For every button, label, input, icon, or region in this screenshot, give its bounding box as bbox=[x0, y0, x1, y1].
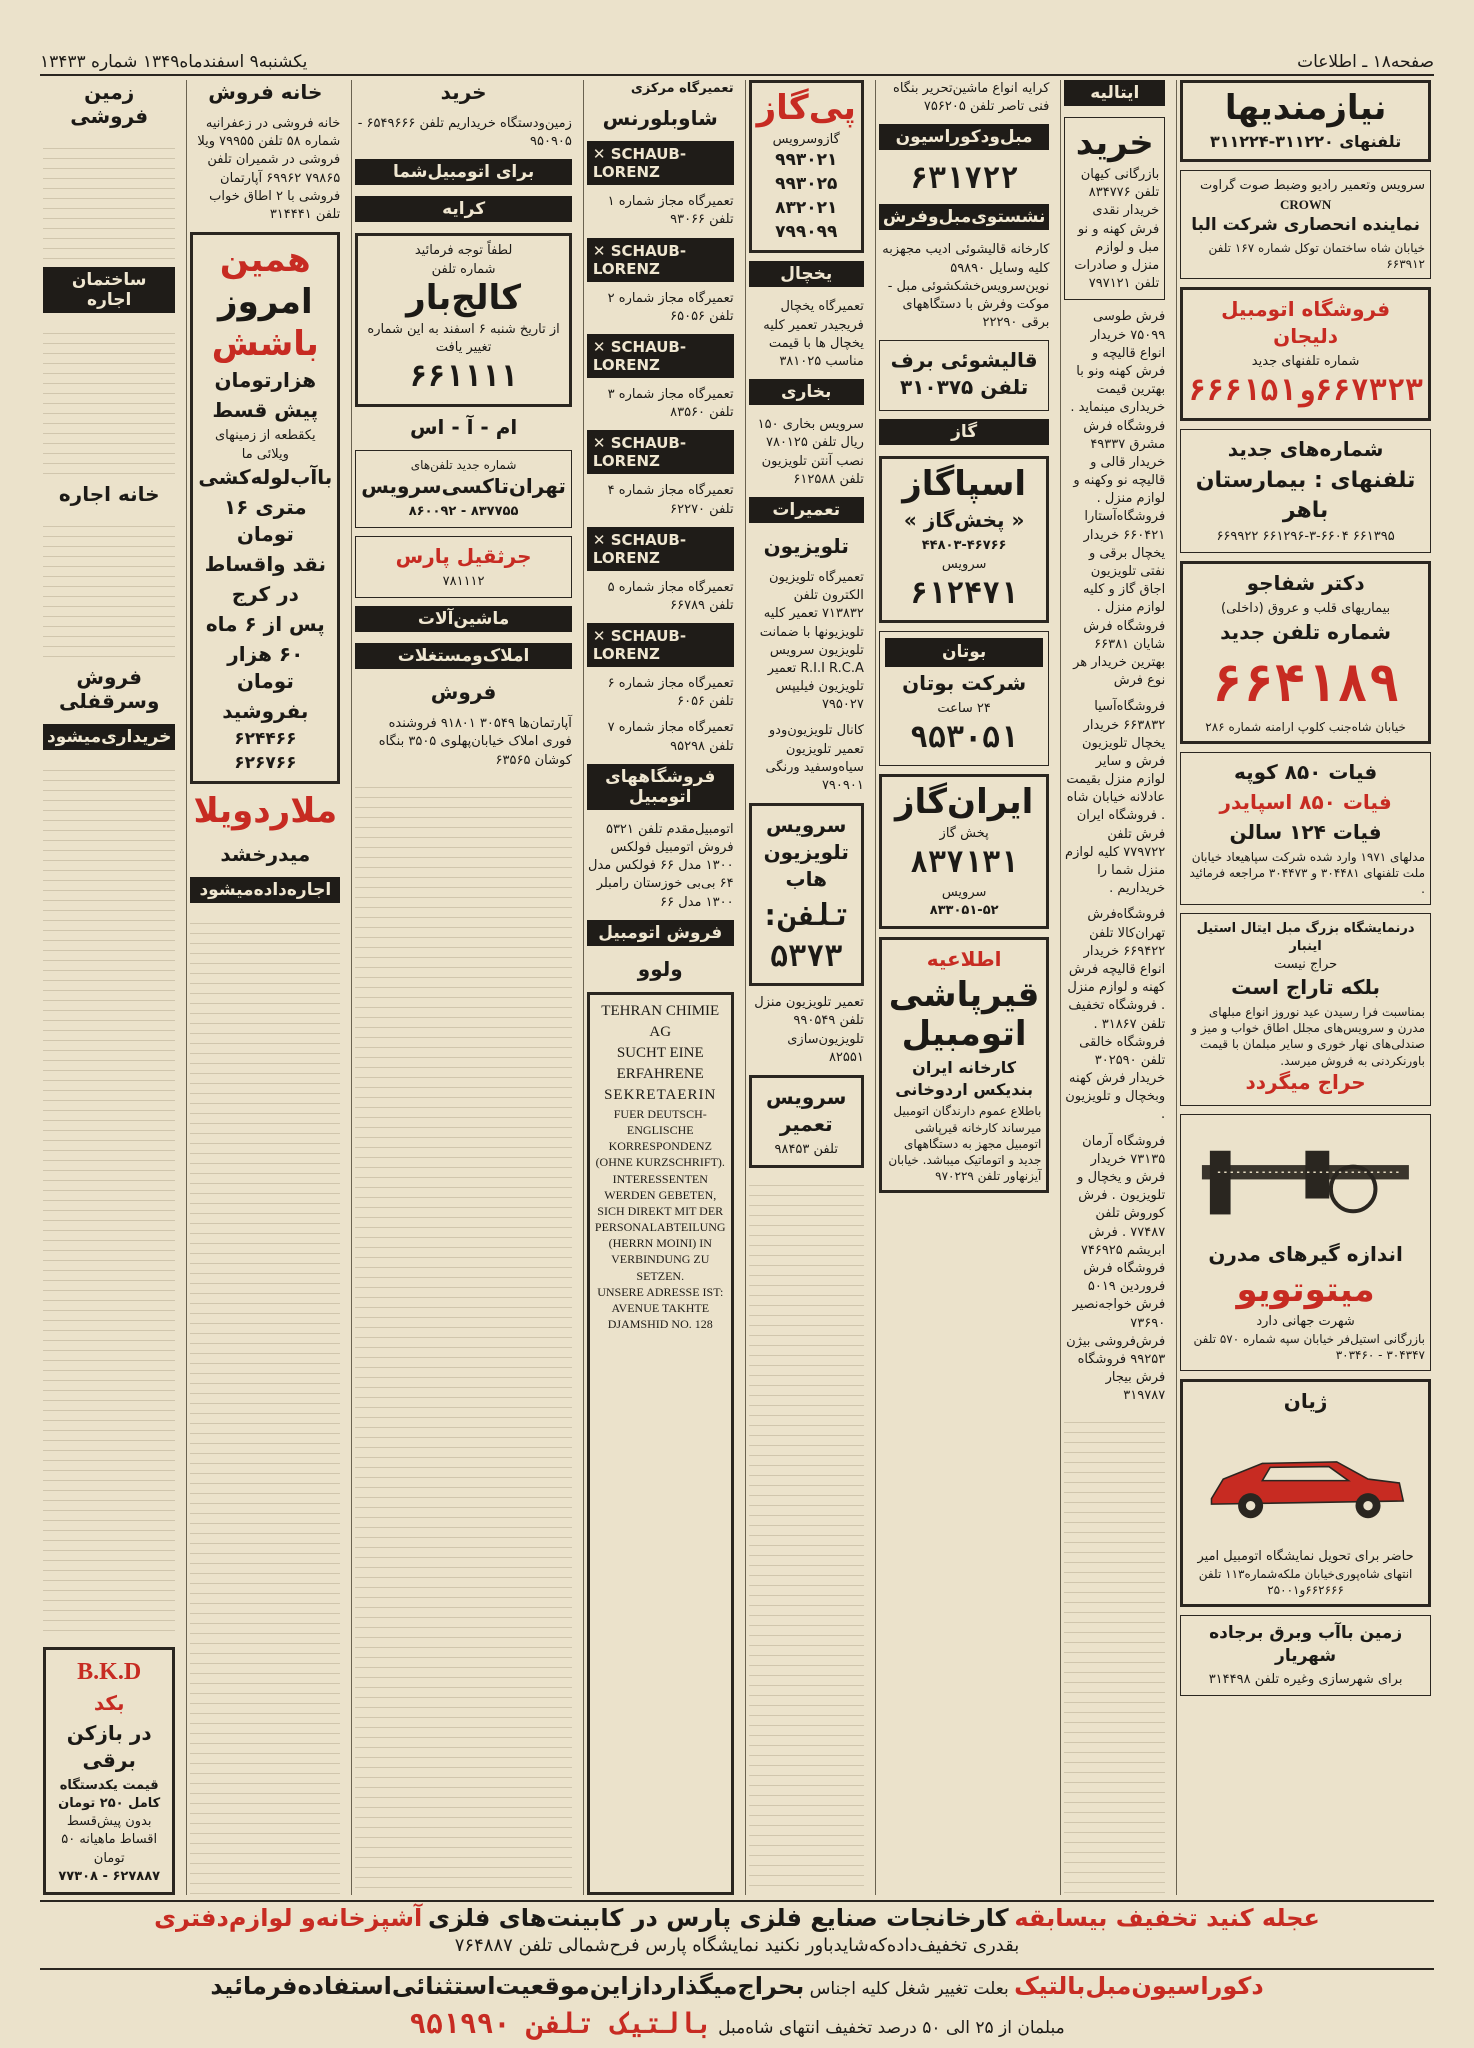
page-label: صفحه۱۸ ـ اطلاعات bbox=[1297, 52, 1434, 72]
fiat-l2: فیات ۸۵۰ اسپایدر bbox=[1219, 789, 1392, 814]
hamin-phone2: ۶۲۶۷۶۶ bbox=[234, 752, 297, 773]
amlak-body: آپارتمان‌ها ۳۰۵۴۹ ۹۱۸۰۱ فروشنده فوری املاک خیابان‌پهلوی ۳۵۰۵ بنگاه کوشان ۶۳۵۶۵ bbox=[378, 716, 572, 768]
kharid-title: خرید bbox=[1075, 123, 1154, 163]
pars-kitchen: آشپزخانه‌و لوازم‌دفتری bbox=[154, 1904, 423, 1932]
esgas-ad bbox=[879, 456, 1050, 623]
deutsch-l4: SEKRETAERIN bbox=[604, 1086, 717, 1103]
shafajoo-title: دکتر شفاجو bbox=[1246, 571, 1365, 596]
column-1 bbox=[1176, 80, 1434, 1895]
column-5 bbox=[583, 80, 737, 1895]
esgas-serv: سرویس bbox=[941, 556, 987, 572]
auction-l1: درنمایشگاه بزرگ مبل ایتال استیل اینبار bbox=[1196, 920, 1415, 954]
repair-heading: تعمیرگاه مرکزی bbox=[630, 81, 734, 96]
elam-sub: قیرپاشی اتومبیل bbox=[888, 975, 1040, 1055]
auction-l2: حراج نیست bbox=[1273, 956, 1338, 972]
elam-ad bbox=[879, 937, 1050, 1193]
hamin-l9: نقد واقساط bbox=[204, 551, 327, 576]
crown-line1: سرویس وتعمیر رادیو وضبط صوت گراوت bbox=[1199, 178, 1425, 194]
fiat-l1: فیات ۸۵۰ کوپه bbox=[1233, 759, 1378, 784]
kiraye-listing: کرایه انواع ماشین‌تحریر بنگاه فنی تاصر تلفن ۷۵۶۲۰۵ bbox=[893, 81, 1050, 115]
column-2 bbox=[1060, 80, 1168, 1895]
deutsch-l7: UNSERE ADRESSE IST: AVENUE TAKHTE DJAMSHID NO. 128 bbox=[597, 1284, 724, 1332]
car-icon bbox=[1188, 1418, 1423, 1548]
fiat-l4: مدلهای ۱۹۷۱ وارد شده شرکت سپاهیعاد خیابان ملت تلفنهای ۳۰۴۴۸۱ و ۳۰۴۴۷۳ مراجعه فرمائید . bbox=[1189, 849, 1425, 897]
column-6 bbox=[351, 80, 575, 1895]
small-print-filler bbox=[749, 1176, 864, 1895]
baher-title: شماره‌های جدید bbox=[1227, 436, 1384, 461]
decor-heading: مبل‌ودکوراسیون bbox=[879, 124, 1050, 150]
college-l1: لطفاً توجه فرمائید bbox=[414, 243, 513, 259]
niazmandiha-phones: تلفنهای ۳۱۱۲۲۰-۳۱۱۲۲۴ bbox=[1209, 132, 1402, 152]
irangas-title: ایران‌گاز bbox=[894, 781, 1034, 822]
mehtar-listing: کانال تلویزیون‌ودو تعمیر تلویزیون سیاه‌و‌سفید و‌رنگی ۷۹۰۹۰۱ bbox=[765, 723, 864, 794]
fiat-ad bbox=[1180, 752, 1431, 905]
nashouyi-body: کارخانه قالیشوئی ادیب مجهزبه کلیه وسایل ۵۹۸۹۰ نوین‌سرویس‌خشکشوئی مبل - موکت وفرش با دستگاههای برقی ۲۲۲۹۰ bbox=[882, 242, 1050, 331]
baher-phones: ۶۶۱۳۹۵ ۶۶۱۲۹۶-۳-۶۶۰۴ ۶۶۹۹۲۲ bbox=[1216, 529, 1395, 545]
yakhchal-heading: یخچال bbox=[749, 261, 864, 287]
shafajoo-sub: بیماریهای قلب و عروق (داخلی) bbox=[1221, 601, 1391, 617]
pakgas-p4: ۷۹۹۰۹۹ bbox=[775, 221, 838, 242]
autos-heading: فروشگاههای اتومبیل bbox=[587, 764, 734, 810]
butane-ad bbox=[879, 631, 1050, 766]
auction-ad bbox=[1180, 913, 1431, 1106]
hamin-l3: باشش bbox=[211, 324, 319, 365]
hamin-l10: در کرج bbox=[231, 581, 299, 606]
shafajoo-number: ۶۶۴۱۸۹ bbox=[1211, 653, 1400, 714]
decor-phone: ۶۳۱۷۲۲ bbox=[909, 161, 1019, 197]
hamin-l2: امروز bbox=[218, 282, 313, 323]
baltic-phone: بالتیک تلفن ۹۵۱۹۹۰ bbox=[409, 2006, 713, 2040]
column-8 bbox=[40, 80, 178, 1895]
shafajoo-addr: خیابان شاه‌جنب کلوپ ارامنه شماره ۲۸۶ bbox=[1205, 719, 1406, 734]
television-body: تعمیرگاه تلویزیون الکترون تلفن ۷۱۳۸۳۲ تعمیر کلیه تلویزیونها با ضمانت تلویزیون سرویس R.I.I R.C.A تعمیر تلویزیون فیلیپس ۷۹۵۰۲۷ bbox=[759, 569, 864, 713]
irangas-phone: ۸۳۷۱۳۱ bbox=[909, 845, 1019, 881]
deutsch-l3: ERFAHRENE bbox=[616, 1065, 704, 1082]
qalishouyi-ad bbox=[879, 340, 1050, 411]
college-title: کالج‌بار bbox=[406, 277, 522, 318]
dilijan-title: فروشگاه اتومبیل دلیجان bbox=[1221, 297, 1391, 349]
pakgas-title: پی‌گاز bbox=[756, 88, 856, 128]
pakgas-p2: ۹۹۳۰۲۵ bbox=[775, 174, 838, 195]
column-7 bbox=[186, 80, 343, 1895]
baltic-discount: مبلمان از ۲۵ الی ۵۰ درصد تخفیف bbox=[825, 2017, 1065, 2038]
bkd-l2: بدون پیش‌قسط اقساط ماهیانه ۵۰ تومان bbox=[61, 1814, 158, 1866]
dilijan-ad bbox=[1180, 287, 1431, 421]
baher-name: تلفنهای : بیمارستان باهر bbox=[1195, 467, 1416, 523]
small-print-filler bbox=[43, 324, 175, 474]
column-3 bbox=[875, 80, 1053, 1895]
bokhari-heading: بخاری bbox=[749, 379, 864, 405]
zamin-heading: زمین فروشی bbox=[70, 80, 149, 128]
elam-body: باطلاع عموم دارندگان اتومبیل میرساند کارخانه قیرپاشی اتومبیل مجهز به دستگاههای جدید و اتوماتیک میباشد. خیابان آیزنهاور تلفن ۹۷۰۲۲۹ bbox=[888, 1104, 1042, 1184]
dilijan-number: ۶۶۷۳۲۳و۶۶۶۱۵۱ bbox=[1188, 373, 1423, 409]
sl-branch-2: تعمیرگاه مجاز شماره ۲ تلفن ۶۵۰۵۶ bbox=[607, 290, 734, 324]
niazmandiha-box bbox=[1180, 80, 1431, 162]
caliper-icon bbox=[1186, 1121, 1425, 1241]
tamirtv-listing: تعمیر تلویزیون منزل تلفن ۹۹۰۵۴۹ تلویزیون‌سازی ۸۲۵۵۱ bbox=[754, 995, 864, 1065]
bottom-banner-pars bbox=[40, 1900, 1434, 1966]
issue-date: یکشنبه۹ اسفندماه۱۳۴۹ شماره ۱۳۴۳۳ bbox=[40, 52, 308, 72]
deutsch-l5: FUER DEUTSCH-ENGLISCHE KORRESPONDENZ (OHNE KURZSCHRIFT). bbox=[595, 1106, 725, 1170]
sharp-title: سرویس تلویزیون هاب bbox=[763, 813, 849, 892]
college-l3: از تاریخ شنبه ۶ اسفند به این شماره تغییر یافت bbox=[367, 321, 560, 356]
hamin-l12: ۶۰ هزار تومان bbox=[227, 641, 304, 693]
schaub-logo: ✕ SCHAUB-LORENZ bbox=[587, 623, 734, 667]
butane-name: شرکت بوتان bbox=[902, 671, 1027, 696]
schaub-logo: ✕ SCHAUB-LORENZ bbox=[587, 430, 734, 474]
taxi-phone: ۸۳۷۷۵۵ - ۸۶۰۰۹۲ bbox=[408, 503, 519, 519]
small-print-filler bbox=[1064, 1413, 1165, 1895]
carpet-listings: فرش طوسی ۷۵۰۹۹ خریدار انواع قالیچه و فرش کهنه ونو با بهترین قیمت خریداری مینماید . فروشگاه فرش مشرق ۴۹۳۳۷ خریدار قالی و قالیچه نو وکهنه و لوازم منزل . فروشگاه‌آستارا ۶۶۰۴۲۱ خریدار یخچال برقی و نفتی تلویزیون اجاق گاز و کلیه لوازم منزل . فروشگاه فرش شایان ۶۶۳۸۱ بهترین خریدار هر نوع فرش bbox=[1070, 309, 1166, 689]
crown-ad bbox=[1180, 170, 1431, 279]
butane-phone: ۹۵۳۰۵۱ bbox=[909, 720, 1019, 756]
baher-ad bbox=[1180, 429, 1431, 554]
mallard-heading: ملاردویلا bbox=[193, 791, 338, 832]
caliper-brand: میتوتویو bbox=[1236, 1269, 1375, 1310]
dilijan-sub: شماره تلفنهای جدید bbox=[1251, 354, 1360, 370]
irangas-l1: پخش گاز bbox=[939, 826, 989, 841]
car-l1: حاضر برای تحویل نمایشگاه اتومبیل امیر bbox=[1197, 1548, 1414, 1564]
bkd-l1: قیمت یکدستگاه کامل ۲۵۰ تومان bbox=[58, 1777, 161, 1812]
small-print-filler bbox=[43, 761, 175, 1639]
deutsch-l6: INTERESSENTEN WERDEN GEBETEN, SICH DIREKT MIT DER PERSONALABTEILUNG (HERRN MOINI) IN VERBINDUNG ZU SETZEN. bbox=[594, 1171, 726, 1283]
sharp-ad bbox=[749, 803, 864, 986]
college-num: ۶۶۱۱۱۱ bbox=[409, 359, 518, 395]
amlak-heading: املاک‌ومستغلات bbox=[355, 643, 572, 669]
car-l2: انتهای شاه‌پوری‌خیابان ملکه‌شماره۱۱۳ تلفن ۶۶۲۶۶۶و۲۵۰۰۱ bbox=[1198, 1566, 1413, 1597]
land-line: برای شهرسازی وغیره تلفن ۳۱۴۴۹۸ bbox=[1208, 1671, 1403, 1687]
niazmandiha-title: نیازمندیها bbox=[1224, 88, 1387, 128]
tamirat-heading: تعمیرات bbox=[749, 497, 864, 523]
pakgas-p1: ۹۹۳۰۲۱ bbox=[775, 150, 838, 171]
bottom-banner-baltic bbox=[40, 1968, 1434, 2040]
auction-body: بمناسبت فرا رسیدن عید نوروز انواع مبلهای مدرن و سرویس‌های مجلل اطاق خواب و میز و صندلی‌های نهار خوری و سایر مبلمان با قیمت باورنکردنی به فروش میرسد. bbox=[1191, 1005, 1425, 1068]
caliper-l3: بازرگانی استیل‌فر خیابان سپه شماره ۵۷۰ تلفن ۳۰۴۳۴۷ - ۳۰۳۴۶۰ bbox=[1193, 1332, 1425, 1363]
karaj-land-ad bbox=[190, 232, 340, 784]
vasayel-heading: فروش وسرقفلی bbox=[58, 665, 160, 713]
shafajoo-ad bbox=[1180, 561, 1431, 744]
taxi-title: تهران‌تاکسی‌سرویس bbox=[361, 473, 566, 498]
irangas-phone2: ۸۳۳۰۵۱-۵۲ bbox=[929, 902, 999, 918]
parsrent-ad bbox=[355, 536, 572, 598]
small-print-filler bbox=[190, 914, 340, 1895]
caliper-l1: اندازه گیرهای مدرن bbox=[1208, 1241, 1403, 1266]
butane-title: بوتان bbox=[885, 638, 1044, 667]
yakhchal-body: تعمیرگاه یخچال فریجیدر تعمیر کلیه یخچال ها با قیمت مناسب ۳۸۱۰۲۵ bbox=[763, 299, 864, 370]
hamin-l5: پیش قسط bbox=[212, 398, 319, 423]
car-ad bbox=[1180, 1379, 1431, 1608]
sl-branch-6: تعمیرگاه مجاز شماره ۶ تلفن ۶۰۵۶ bbox=[607, 676, 734, 710]
stamp-l2: تلفن ۹۸۴۵۳ bbox=[774, 1141, 838, 1157]
college-l2: شماره تلفن bbox=[431, 261, 496, 277]
volvo-heading: ولوو bbox=[637, 956, 683, 981]
caliper-ad bbox=[1180, 1114, 1431, 1371]
kharid6-heading: خرید bbox=[440, 80, 487, 104]
taxi-ad bbox=[355, 450, 572, 528]
sharp-phone: تلفن: ۵۳۷۳ bbox=[761, 898, 852, 974]
small-print-filler bbox=[43, 139, 175, 259]
masthead bbox=[40, 52, 1434, 76]
schaub-logo: ✕ SCHAUB-LORENZ bbox=[587, 527, 734, 571]
schaub-logo: ✕ SCHAUB-LORENZ bbox=[587, 141, 734, 185]
tehrankala-listing: فروشگاه‌فرش تهران‌کالا تلفن ۶۶۹۴۲۲ خریدار انواع قالیچه فرش کهنه و لوازم منزل . فروشگاه تخفیف تلفن ۳۱۸۶۷ . فروشگاه خالقی تلفن ۳۰۲۵۹۰ خریدار فرش کهنه وبخچال و تلویزیون . bbox=[1065, 907, 1166, 1123]
kharid-body: بازرگانی کیهان تلفن ۸۳۴۷۷۶ خریدار نقدی فرش کهنه و نو مبل و لوازم منزل و صادرات تلفن ۷۹۷۱۲۱ bbox=[1074, 167, 1160, 292]
taxi-l1: شماره جدید تلفن‌های bbox=[410, 457, 517, 472]
television-heading: تلویزیون bbox=[763, 533, 849, 558]
auction-l3: بلکه تاراج است bbox=[1231, 975, 1381, 1000]
sl-branch-5: تعمیرگاه مجاز شماره ۵ تلفن ۶۶۷۸۹ bbox=[607, 579, 734, 613]
land-ad bbox=[1180, 1615, 1431, 1696]
land-title: زمین باآب وبرق برجاده شهریار bbox=[1209, 1623, 1403, 1667]
crown-line3: خیابان شاه ساختمان توکل شماره ۱۶۷ تلفن ۶۶۳۹۱۲ bbox=[1208, 240, 1425, 271]
pakgas-sub: گازوسرویس bbox=[772, 132, 840, 148]
maidkhoshd-heading: میدرخشد bbox=[220, 842, 311, 867]
parsrent-title: جرثقیل پارس bbox=[395, 544, 532, 569]
more-listings: فروشگاه آرمان ۷۳۱۳۵ خریدار فرش و یخچال و تلویزیون . فرش کوروش تلفن ۷۷۴۸۷ . فرش ابریشم ۷۴۶۹۲۵ فروشگاه فرش فروردین ۵۰۱۹ فرش خواجه‌نصیر ۷۳۶۹۰ فرش‌فروشی بیژن ۹۹۲۵۳ فروشگاه فرش بیجار ۳۱۹۷۸۷ bbox=[1066, 1133, 1166, 1404]
sales-heading: فروش اتومبیل bbox=[587, 920, 734, 946]
bokhari-body: سرویس بخاری ۱۵۰ ریال تلفن ۷۸۰۱۲۵ نصب آنتن تلویزیون تلفن ۶۱۲۵۸۸ bbox=[757, 417, 864, 487]
machine-heading: ماشین‌آلات bbox=[355, 606, 572, 632]
forush-heading: برای اتومبیل‌شما bbox=[355, 159, 572, 185]
car-brand: ژیان bbox=[1283, 1388, 1328, 1413]
auction-l4: حراج میگردد bbox=[1245, 1069, 1366, 1094]
bkd-fa: بکد bbox=[93, 1690, 125, 1715]
baltic-reason: بعلت تغییر شغل کلیه اجناس bbox=[809, 1979, 1009, 1999]
khaneh-ijare-heading: خانه اجاره bbox=[58, 482, 160, 506]
irangas-serv: سرویس bbox=[941, 884, 987, 900]
hamin-l7: باآب‌لوله‌کشی bbox=[198, 464, 333, 489]
gas-heading: گاز bbox=[879, 419, 1050, 445]
stamp-l1: سرویس تعمیر bbox=[766, 1084, 847, 1136]
ijare-heading: اجاره‌داده‌میشود bbox=[190, 877, 340, 903]
pakgas-ad bbox=[749, 80, 864, 253]
kharidari-heading: خریداری‌میشود bbox=[43, 724, 175, 750]
pars-discount: بقدری تخفیف‌داده‌که‌شاید‌باور نکنید bbox=[764, 1935, 1020, 1957]
classified-columns bbox=[40, 80, 1434, 1895]
column-4 bbox=[745, 80, 867, 1895]
college-ad bbox=[355, 233, 572, 406]
esgas-num: ۶۱۲۴۷۱ bbox=[909, 575, 1019, 611]
crown-brand: CROWN bbox=[1279, 196, 1332, 212]
baltic-main: بحراج‌میگذاردازاین‌موقعیت‌استثنائی‌استفاده‌فرمائید bbox=[210, 1972, 805, 2000]
sl-branch-4: تعمیرگاه مجاز شماره ۴ تلفن ۶۲۲۷۰ bbox=[607, 483, 734, 517]
baltic-title: دکوراسیون‌مبل‌بالتیک bbox=[1014, 1972, 1264, 2000]
sl-branch-7: تعمیرگاه مجاز شماره ۷ تلفن ۹۵۲۹۸ bbox=[607, 720, 734, 754]
schaub-logo: ✕ SCHAUB-LORENZ bbox=[587, 238, 734, 282]
hamin-l8: متری ۱۶ تومان bbox=[223, 494, 307, 546]
parsrent-phone: ۷۸۱۱۱۲ bbox=[442, 574, 485, 590]
shafajoo-line: شماره تلفن جدید bbox=[1220, 619, 1392, 644]
nashouyi-heading: نشستوی‌مبل‌وفرش bbox=[879, 204, 1050, 230]
schaub-logo: ✕ SCHAUB-LORENZ bbox=[587, 334, 734, 378]
deutsch-l1: TEHRAN CHIMIE AG bbox=[601, 1002, 720, 1040]
stamp-ad bbox=[749, 1075, 864, 1168]
esgas-title: اسپاگاز bbox=[902, 464, 1027, 505]
irangas-ad bbox=[879, 774, 1050, 929]
khaneh-body: خانه فروشی در زعفرانیه شماره ۵۸ تلفن ۷۹۹۵۵ ویلا فروشی در شمیران تلفن ۷۹۸۶۵ ۶۹۹۶۲ آپارتمان فروشی با ۲ اطاق خواب تلفن ۳۱۴۴۴۱ bbox=[197, 116, 341, 222]
small-print-filler bbox=[43, 517, 175, 657]
qalishouyi-text: قالیشوئی برف تلفن ۳۱۰۳۷۵ bbox=[890, 348, 1038, 400]
pakgas-p3: ۸۳۲۰۲۱ bbox=[775, 197, 838, 218]
small-print-filler bbox=[355, 778, 572, 1895]
esgas-phones: ۴۴۸۰۳-۴۶۷۶۶ bbox=[921, 538, 1007, 554]
ems-heading: ام - آ - اس bbox=[409, 414, 518, 439]
elam-l1: کارخانه ایران بندیکس اردوخانی bbox=[895, 1058, 1034, 1099]
baltic-address: انتهای شاه‌مبل bbox=[718, 2017, 820, 2038]
esgas-sub: « پخش‌گاز » bbox=[903, 508, 1025, 533]
deutsch-l2: SUCHT EINE bbox=[616, 1044, 704, 1061]
hamin-l11: پس از ۶ ماه bbox=[205, 611, 325, 636]
forush2-heading: فروش bbox=[430, 680, 497, 705]
sl-branch-1: تعمیرگاه مجاز شماره ۱ تلفن ۹۳۰۶۶ bbox=[607, 194, 734, 228]
hamin-l4: هزارتومان bbox=[214, 368, 317, 393]
bkd-ad bbox=[43, 1647, 175, 1895]
hamin-phone1: ۶۲۴۴۶۶ bbox=[234, 728, 297, 749]
pars-main: کارخانجات صنایع فلزی پارس در کابینت‌های فلزی bbox=[427, 1904, 1009, 1932]
autos-body: اتومبیل‌مقدم تلفن ۵۳۲۱ فروش اتومبیل فولکس ۱۳۰۰ مدل ۶۶ فولکس مدل ۶۴ بی‌‌بی خوزستان رامبلر ۱۳۰۰ مدل ۶۶ bbox=[588, 821, 734, 910]
hamin-l1: همین bbox=[219, 240, 311, 281]
caliper-l2: شهرت جهانی دارد bbox=[1256, 1313, 1355, 1329]
bkd-sub: در بازکن برقی bbox=[66, 1720, 152, 1772]
hamin-l13: بفروشید bbox=[222, 698, 309, 723]
pars-urgent: عجله کنید تخفیف بیسابقه bbox=[1014, 1904, 1320, 1932]
asia-listing: فروشگاه‌آسیا ۶۶۳۸۳۲ خریدار یخچال تلویزیون فرش و سایر لوازم منزل بقیمت عادلانه خیابان شاه . فروشگاه ایران فرش تلفن ۷۷۹۷۲۲ کلیه لوازم منزل شما را خریداریم . bbox=[1065, 699, 1166, 897]
butane-l1: ۲۴ ساعت bbox=[937, 701, 991, 717]
pars-address: نمایشگاه پارس فرح‌شمالی تلفن ۷۶۴۸۸۷ bbox=[454, 1935, 760, 1957]
bkd-phone: ۶۲۷۸۸۷ - ۷۷۳۰۸ bbox=[58, 1868, 161, 1884]
sl-title: شاوبلورنس bbox=[602, 106, 718, 131]
fiat-l3: فیات ۱۲۴ سالن bbox=[1229, 819, 1382, 844]
kiraye-heading: کرایه bbox=[355, 196, 572, 222]
crown-line2: نماینده انحصاری شرکت البا bbox=[1191, 214, 1420, 235]
kharid-ad bbox=[1064, 117, 1165, 300]
khaneh-heading: خانه فروش bbox=[208, 80, 323, 104]
sl-branch-3: تعمیرگاه مجاز شماره ۳ تلفن ۸۳۵۶۰ bbox=[607, 386, 734, 421]
elam-title: اطلاعیه bbox=[926, 947, 1002, 972]
kharid6-body: زمین‌ودستگاه خریداریم تلفن ۶۵۴۹۶۶۶ - ۹۵۰۹۰۵ bbox=[357, 116, 572, 150]
deutsch-ad bbox=[587, 992, 734, 1895]
italy-heading: ایتالیه bbox=[1064, 80, 1165, 106]
hamin-l6: یکقطعه از زمینهای ویلائی‌ ما bbox=[214, 428, 316, 462]
bkd-title: B.K.D bbox=[77, 1659, 142, 1686]
apt-ijare-heading: ساختمان اجاره bbox=[43, 267, 175, 313]
